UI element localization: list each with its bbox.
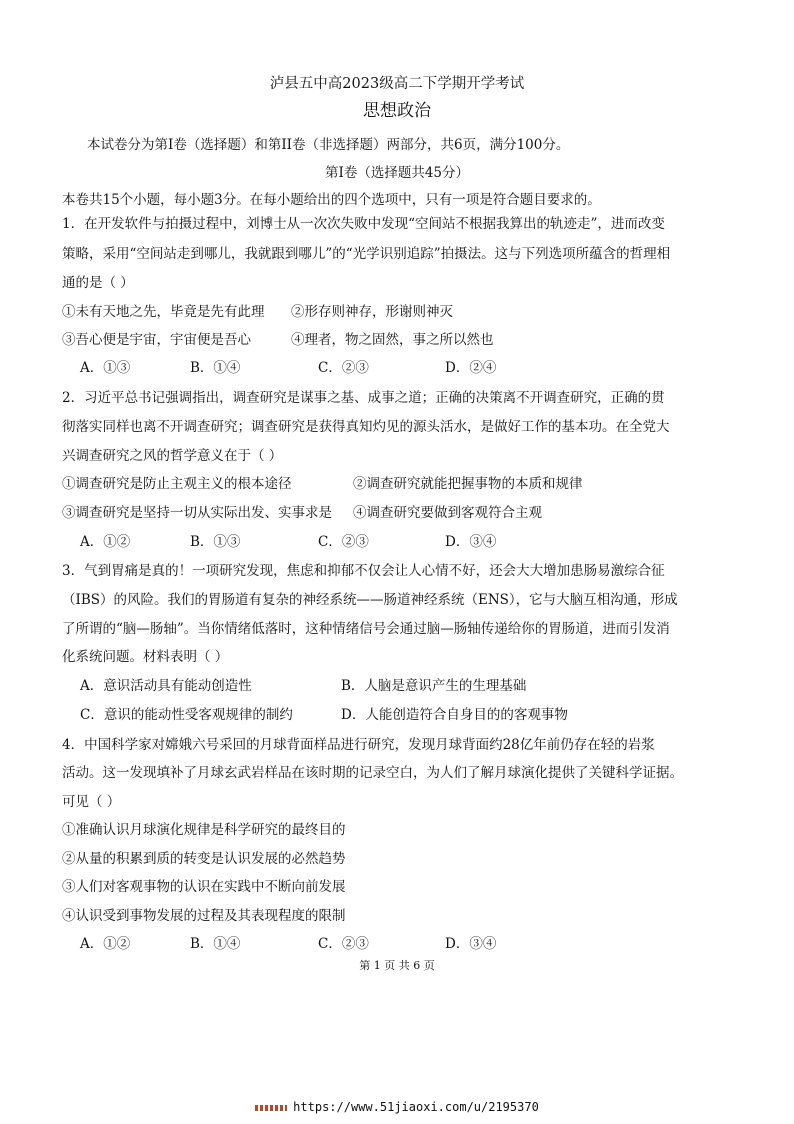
subject-title: 思想政治 — [363, 101, 431, 121]
question-4-statement-2: ②从量的积累到质的转变是认识发展的必然趋势 — [62, 851, 346, 867]
exam-title: 泸县五中高2023级高二下学期开学考试 — [269, 76, 525, 92]
question-4-option-c[interactable]: C．②③ — [318, 936, 369, 952]
question-2-option-c[interactable]: C．②③ — [318, 534, 369, 550]
question-1-statement-1: ①未有天地之先，毕竟是先有此理 — [62, 304, 265, 320]
source-url-bar — [0, 1097, 794, 1117]
question-1-option-c[interactable]: C．②③ — [318, 360, 369, 376]
question-2-stem-line: 兴调查研究之风的哲学意义在于（ ） — [62, 448, 283, 464]
question-2-option-a[interactable]: A．①② — [80, 534, 131, 550]
question-3-stem-line: 3．气到胃痛是真的！一项研究发现，焦虑和抑郁不仅会让人心情不好，还会大大增加患肠易激综合征 — [62, 563, 665, 579]
question-1-option-d[interactable]: D．②④ — [445, 360, 497, 376]
exam-intro: 本试卷分为第I卷（选择题）和第II卷（非选择题）两部分，共6页，满分100分。 — [87, 137, 570, 153]
question-1-stem-line: 通的是（ ） — [62, 275, 134, 291]
question-1-option-a[interactable]: A．①③ — [80, 360, 131, 376]
question-3-stem-line: 了所谓的“脑—肠轴”。当你情绪低落时，这种情绪信号会通过脑—肠轴传递给你的胃肠道，进而引发消 — [62, 621, 670, 637]
question-4-statement-1: ①准确认识月球演化规律是科学研究的最终目的 — [62, 822, 346, 838]
question-2-option-d[interactable]: D．③④ — [445, 534, 497, 550]
question-1-stem-line: 策略，采用“空间站走到哪儿，我就跟到哪儿”的“光学识别追踪”拍摄法。这与下列选项所蕴含的哲理相 — [62, 246, 671, 262]
question-4-stem-line: 4．中国科学家对嫦娥六号采回的月球背面样品进行研究，发现月球背面约28亿年前仍存在轻的岩浆 — [62, 737, 655, 753]
question-2-statement-2: ②调查研究就能把握事物的本质和规律 — [353, 476, 583, 492]
question-2-statement-4: ④调查研究要做到客观符合主观 — [353, 505, 542, 521]
question-3-option-a[interactable]: A．意识活动具有能动创造性 — [80, 678, 252, 694]
section-title: 第I卷（选择题共45分） — [324, 165, 469, 181]
question-2-statement-1: ①调查研究是防止主观主义的根本途径 — [62, 476, 292, 492]
question-1-statement-4: ④理者，物之固然，事之所以然也 — [291, 332, 494, 348]
watermark-logo-icon — [255, 1105, 287, 1111]
question-1-statement-3: ③吾心便是宇宙，宇宙便是吾心 — [62, 332, 251, 348]
question-2-stem-line: 彻落实同样也离不开调查研究；调查研究是获得真知灼见的源头活水，是做好工作的基本功。在全党大 — [62, 419, 670, 435]
question-4-option-a[interactable]: A．①② — [80, 936, 131, 952]
question-4-statement-3: ③人们对客观事物的认识在实践中不断向前发展 — [62, 879, 346, 895]
question-1-stem-line: 1．在开发软件与拍摄过程中，刘博士从一次次失败中发现“空间站不根据我算出的轨迹走”，进而改变 — [62, 216, 665, 232]
question-4-statement-4: ④认识受到事物发展的过程及其表现程度的限制 — [62, 908, 346, 924]
question-4-option-b[interactable]: B．①④ — [190, 936, 241, 952]
question-3-option-b[interactable]: B．人脑是意识产生的生理基础 — [341, 678, 527, 694]
question-2-stem-line: 2．习近平总书记强调指出，调查研究是谋事之基、成事之道；正确的决策离不开调查研究，正确的贯 — [62, 390, 665, 406]
question-4-stem-line: 可见（ ） — [62, 794, 121, 810]
question-3-option-c[interactable]: C．意识的能动性受客观规律的制约 — [80, 707, 293, 723]
page-number: 第 1 页 共 6 页 — [359, 959, 435, 972]
question-2-option-b[interactable]: B．①③ — [190, 534, 241, 550]
question-1-statement-2: ②形存则神存，形谢则神灭 — [291, 304, 453, 320]
source-url-link[interactable]: https://www.51jiaoxi.com/u/2195370 — [293, 1100, 539, 1114]
question-2-statement-3: ③调查研究是坚持一切从实际出发、实事求是 — [62, 505, 332, 521]
question-4-stem-line: 活动。这一发现填补了月球玄武岩样品在该时期的记录空白，为人们了解月球演化提供了关键科学证据。 — [62, 765, 683, 781]
question-3-option-d[interactable]: D．人能创造符合自身目的的客观事物 — [341, 707, 568, 723]
question-3-stem-line: （IBS）的风险。我们的胃肠道有复杂的神经系统——肠道神经系统（ENS），它与大脑互相沟通，形成 — [62, 592, 678, 608]
section-note: 本卷共15个小题，每小题3分。在每小题给出的四个选项中，只有一项是符合题目要求的。 — [62, 192, 601, 208]
question-4-option-d[interactable]: D．③④ — [445, 936, 497, 952]
question-3-stem-line: 化系统问题。材料表明（ ） — [62, 649, 229, 665]
question-1-option-b[interactable]: B．①④ — [190, 360, 241, 376]
